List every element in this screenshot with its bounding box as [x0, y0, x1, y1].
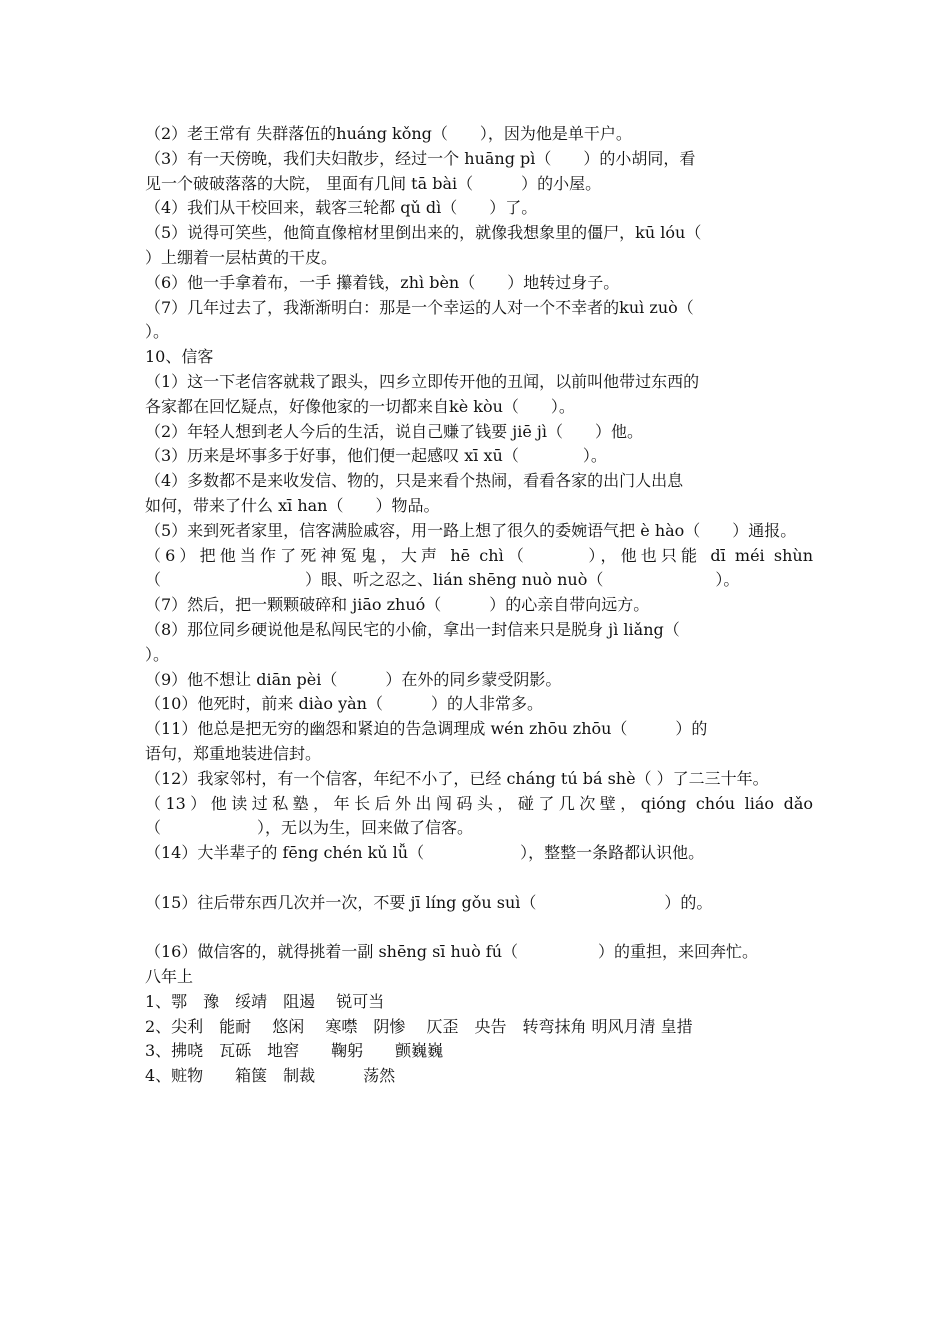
s10-line-3: （2）年轻人想到老人今后的生活，说自己赚了钱要 jiē jì（ ）他。	[145, 421, 643, 441]
s10-line-6: 如何，带来了什么 xī han（ ）物品。	[145, 495, 440, 515]
blank-line	[145, 866, 813, 891]
s9-line-8: （7）几年过去了，我渐渐明白：那是一个幸运的人对一个不幸者的kuì zuò（	[145, 297, 694, 317]
s10-item-13: （13）他读过私塾，年长后外出闯码头，碰了几次壁，qióng chóu liáo dǎo（ ），无以为生，回来做了信客。	[145, 793, 813, 838]
s9-line-3: 见一个破破落落的大院， 里面有几间 tā bài（ ）的小屋。	[145, 173, 602, 193]
g8-row-2: 2、尖利 能耐 悠闲 寒噤 阴惨 仄歪 央告 转弯抹角 明风月清 皇措	[145, 1016, 693, 1036]
blank-line	[145, 916, 813, 941]
s10-line-1: （1）这一下老信客就栽了跟头，四乡立即传开他的丑闻，以前叫他带过东西的	[145, 371, 700, 391]
s10-line-2: 各家都在回忆疑点，好像他家的一切都来自kè kòu（ ）。	[145, 396, 575, 416]
s9-line-4: （4）我们从干校回来，载客三轮都 qǔ dì（ ）了。	[145, 198, 538, 218]
s10-item-12: （12）我家邻村，有一个信客，年纪不小了，已经 cháng tú bá shè（ ）了二三十年。	[145, 768, 769, 788]
g8-row-3: 3、拂哓 瓦砾 地窖 鞠躬 颤巍巍	[145, 1041, 444, 1061]
s10-line-4: （3）历来是坏事多于好事，他们便一起感叹 xī xū（ ）。	[145, 446, 607, 466]
s9-line-7: （6）他一手拿着布，一手 攥着钱，zhì bèn（ ）地转过身子。	[145, 272, 620, 292]
s10-item-10: （10）他死时，前来 diào yàn（ ）的人非常多。	[145, 694, 543, 714]
g8-row-4: 4、赃物 箱箧 制裁 荡然	[145, 1066, 396, 1086]
s10-item-11-a: （11）他总是把无穷的幽怨和紧迫的告急调理成 wén zhōu zhōu（ ）的	[145, 719, 708, 739]
s10-item-7: （7）然后，把一颗颗破碎和 jiāo zhuó（ ）的心亲自带向远方。	[145, 595, 650, 615]
section-heading-xinke: 10、信客	[145, 347, 214, 367]
s10-item-5: （5）来到死者家里，信客满脸戚容，用一路上想了很久的委婉语气把 è hào（ ）通报。	[145, 520, 797, 540]
s10-item-8-b: ）。	[145, 644, 170, 664]
s10-item-6: （6）把他当作了死神冤鬼，大声 hē chì（ ），他也只能 dī méi shùn（ ）眼、听之忍之、lián shēng nuò nuò（ ）。	[145, 545, 813, 590]
s9-line-1: （2）老王常有 失群落伍的huáng kǒng（ ），因为他是单干户。	[145, 124, 632, 143]
s10-line-5: （4）多数都不是来收发信、物的，只是来看个热闹，看看各家的出门人出息	[145, 471, 684, 491]
s10-item-15: （15）往后带东西几次并一次，不要 jī líng gǒu suì（ ）的。	[145, 892, 713, 912]
s10-item-8-a: （8）那位同乡硬说他是私闯民宅的小偷，拿出一封信来只是脱身 jì liǎng（	[145, 619, 680, 639]
s10-item-14: （14）大半辈子的 fēng chén kǔ lǚ（ ），整整一条路都认识他。	[145, 843, 705, 863]
s9-line-9: ）。	[145, 322, 170, 342]
s10-item-16: （16）做信客的，就得挑着一副 shēng sī huò fú（ ）的重担，来回奔忙。	[145, 942, 759, 962]
section-heading-grade8: 八年上	[145, 967, 194, 987]
document-page	[145, 122, 813, 1089]
g8-row-1: 1、鄂 豫 绥靖 阻遏 锐可当	[145, 991, 385, 1011]
s9-line-5: （5）说得可笑些，他简直像棺材里倒出来的，就像我想象里的僵尸，kū lóu（	[145, 223, 702, 243]
s10-item-9: （9）他不想让 diān pèi（ ）在外的同乡蒙受阴影。	[145, 669, 562, 689]
s10-item-11-b: 语句，郑重地装进信封。	[145, 743, 322, 763]
s9-line-2: （3）有一天傍晚，我们夫妇散步，经过一个 huāng pì（ ）的小胡同，看	[145, 148, 696, 168]
s9-line-6: ）上绷着一层枯黄的干皮。	[145, 247, 338, 267]
